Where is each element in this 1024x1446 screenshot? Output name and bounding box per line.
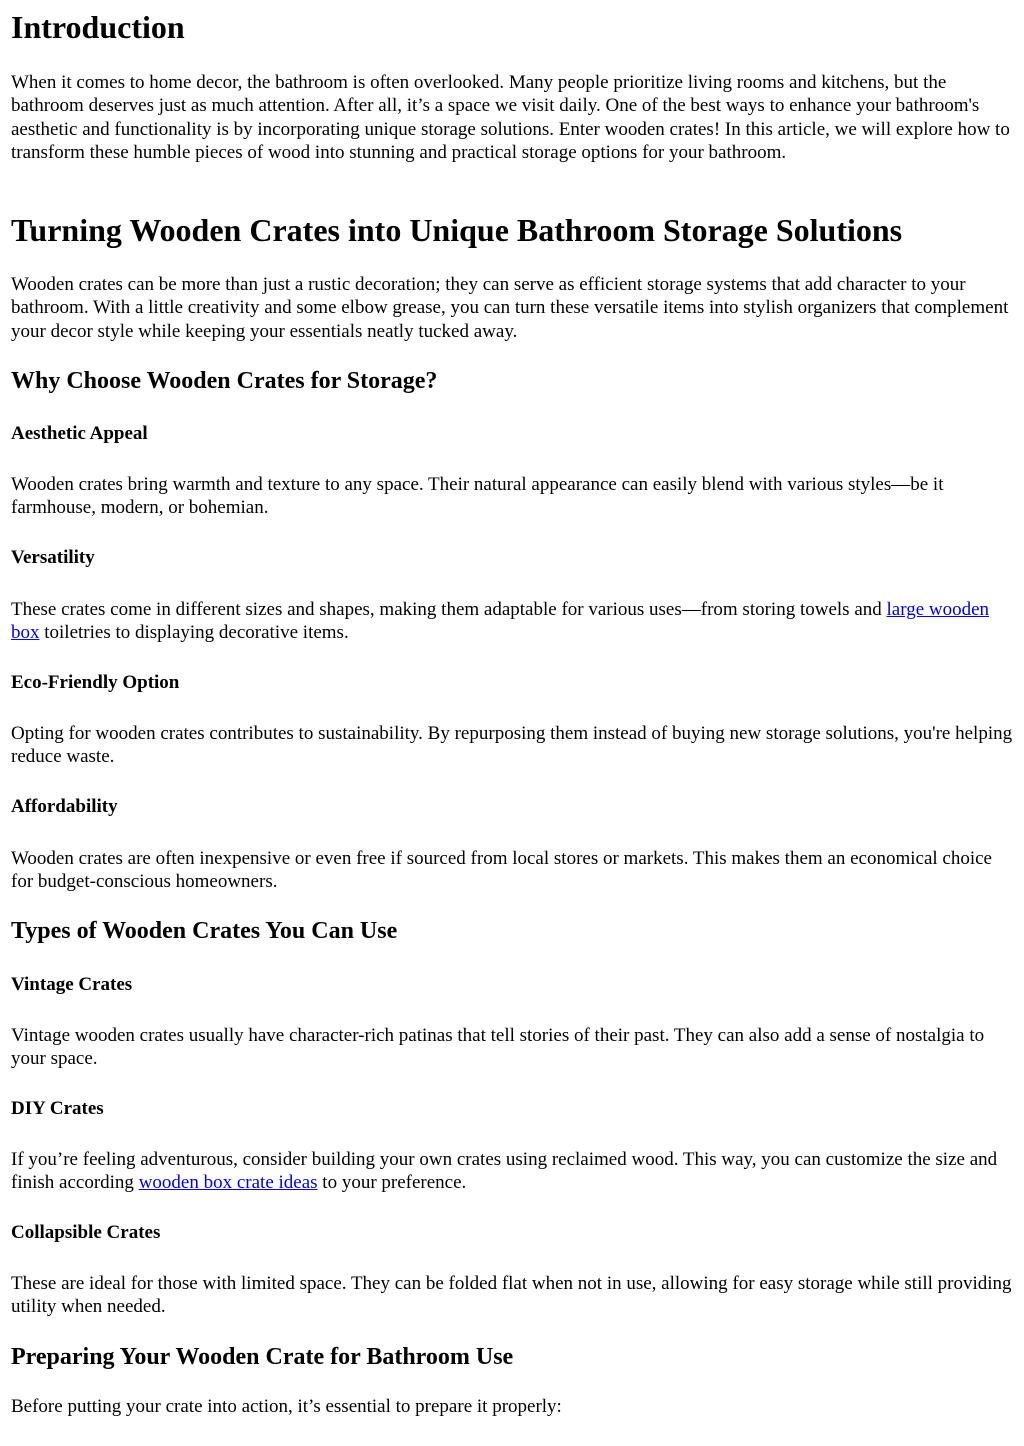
main-paragraph: Wooden crates can be more than just a rustic decoration; they can serve as efficient storage systems that add character to your bathroom. With a little creativity and some elbow grease, you can turn these versatile items into stylish organizers that complement your decor style while keeping your essentials neatly tucked away. (11, 274, 1009, 342)
types-heading: Types of Wooden Crates You Can Use (11, 918, 398, 944)
preparing-paragraph: Before putting your crate into action, it’s essential to prepare it properly: (11, 1396, 562, 1417)
affordability-heading: Affordability (11, 796, 118, 817)
wooden-box-crate-ideas-link[interactable]: wooden box crate ideas (138, 1172, 318, 1194)
main-heading: Turning Wooden Crates into Unique Bathroom Storage Solutions (11, 212, 903, 248)
aesthetic-paragraph: Wooden crates bring warmth and texture to any space. Their natural appearance can easily blend with various styles—be it farmhouse, modern, or bohemian. (11, 474, 944, 519)
why-heading: Why Choose Wooden Crates for Storage? (11, 368, 438, 394)
intro-heading: Introduction (11, 9, 185, 45)
collapsible-heading: Collapsible Crates (11, 1222, 161, 1243)
versatility-text-after: toiletries to displaying decorative items. (39, 622, 349, 644)
collapsible-paragraph: These are ideal for those with limited space. They can be folded flat when not in use, allowing for easy storage while still providing utility when needed. (11, 1273, 1012, 1318)
aesthetic-heading: Aesthetic Appeal (11, 423, 148, 444)
preparing-heading: Preparing Your Wooden Crate for Bathroom Use (11, 1344, 514, 1370)
diy-paragraph (11, 1148, 1015, 1195)
intro-paragraph: When it comes to home decor, the bathroom is often overlooked. Many people prioritize living rooms and kitchens, but the bathroom deserves just as much attention. After all, it’s a space we visit daily. One of the best ways to enhance your bathroom's aesthetic and functionality is by incorporating unique storage solutions. Enter wooden crates! In this article, we will explore how to transform these humble pieces of wood into stunning and practical storage options for your bathroom. (11, 72, 1010, 163)
versatility-paragraph (11, 598, 1015, 645)
vintage-heading: Vintage Crates (11, 974, 133, 995)
diy-heading: DIY Crates (11, 1098, 104, 1119)
diy-text-after: to your preference. (317, 1172, 467, 1194)
eco-heading: Eco-Friendly Option (11, 672, 180, 693)
diy-text-before: If you’re feeling adventurous, consider building your own crates using reclaimed wood. This way, you can customize the size and finish according (11, 1149, 998, 1194)
eco-paragraph: Opting for wooden crates contributes to sustainability. By repurposing them instead of buying new storage solutions, you're helping reduce waste. (11, 723, 1013, 768)
versatility-heading: Versatility (11, 547, 95, 568)
large-wooden-box-link[interactable]: large wooden box (11, 599, 990, 644)
versatility-text-before: These crates come in different sizes and shapes, making them adaptable for various uses—from storing towels and (11, 599, 887, 620)
affordability-paragraph: Wooden crates are often inexpensive or even free if sourced from local stores or markets. This makes them an economical choice for budget-conscious homeowners. (11, 848, 992, 893)
vintage-paragraph: Vintage wooden crates usually have character-rich patinas that tell stories of their past. They can also add a sense of nostalgia to your space. (11, 1025, 985, 1070)
